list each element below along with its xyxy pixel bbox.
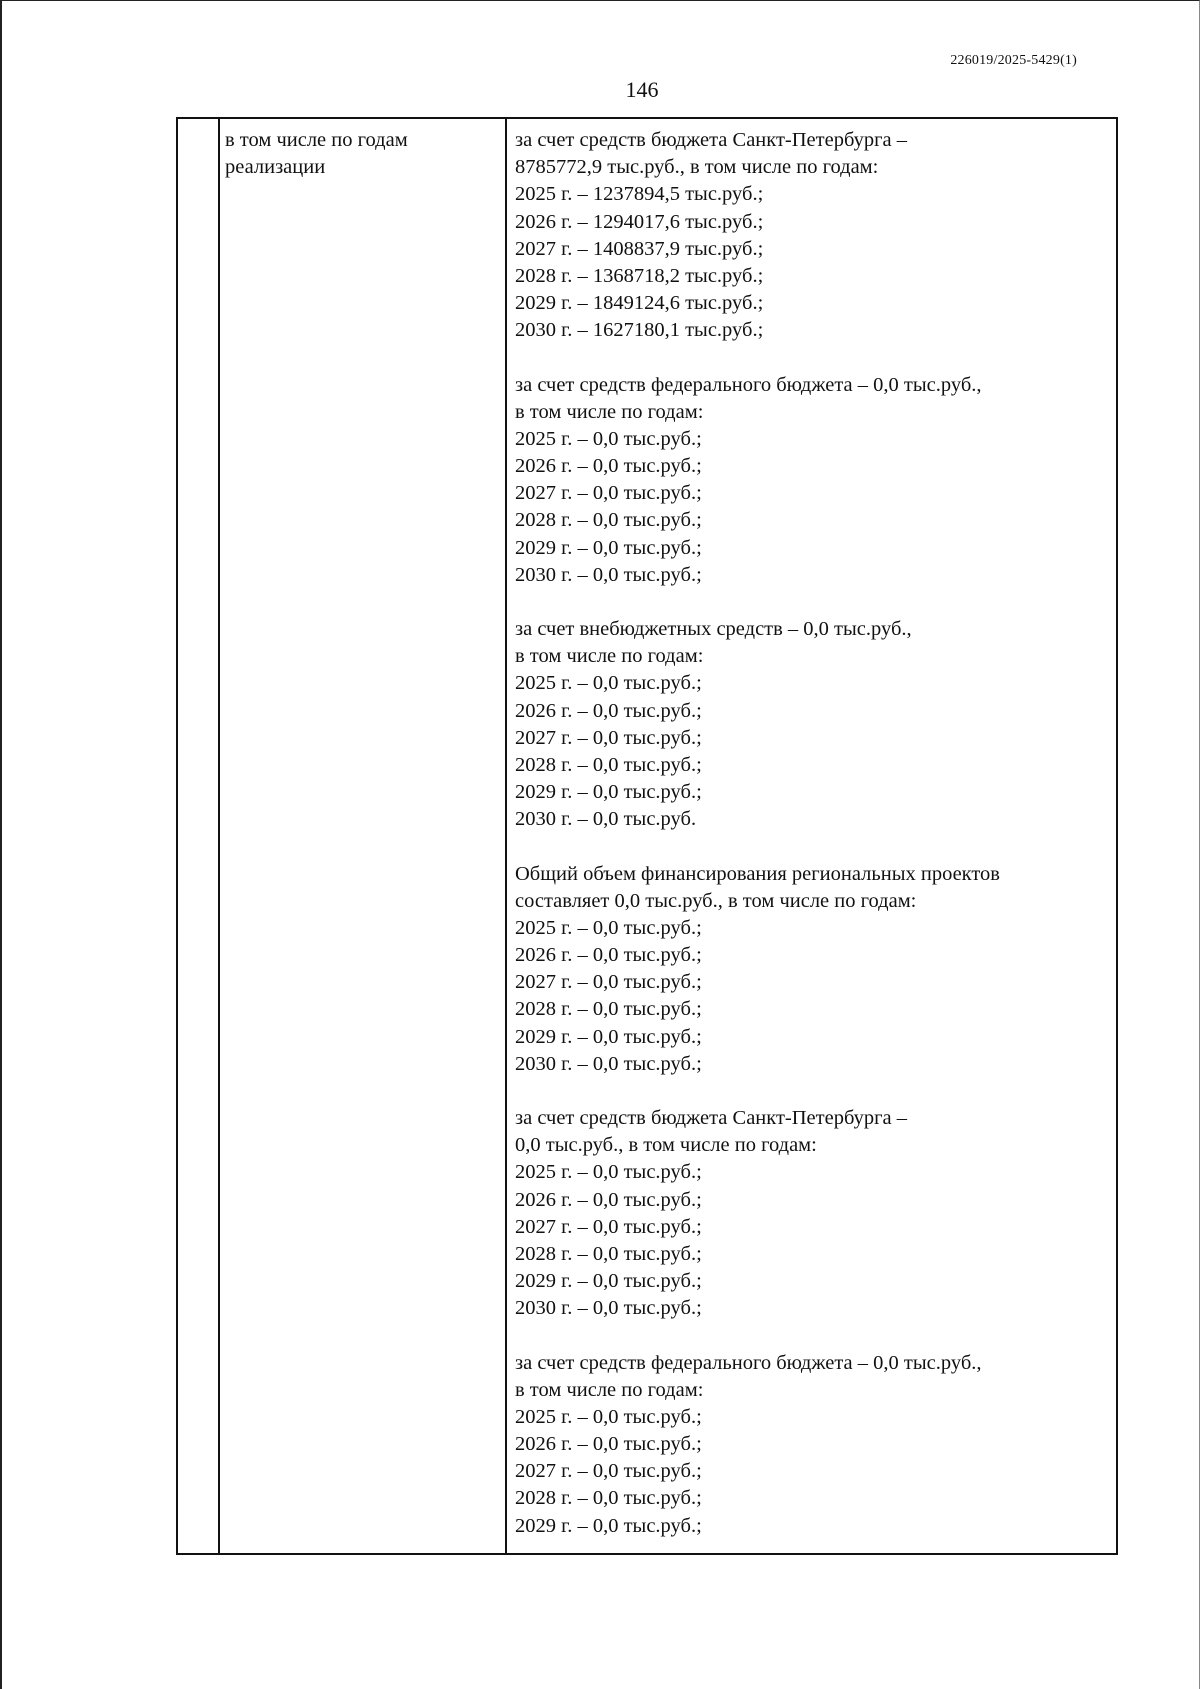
funding-block <box>515 616 1115 834</box>
funding-line: в том числе по годам: <box>515 400 704 423</box>
column-divider <box>218 119 220 1553</box>
funding-block <box>515 372 1115 590</box>
funding-line: 2025 г. – 0,0 тыс.руб.; <box>515 1161 702 1184</box>
funding-line: 2026 г. – 0,0 тыс.руб.; <box>515 699 702 722</box>
funding-line: 2030 г. – 0,0 тыс.руб.; <box>515 1297 702 1320</box>
funding-line: 2030 г. – 0,0 тыс.руб.; <box>515 563 702 586</box>
funding-line: 2028 г. – 1368718,2 тыс.руб.; <box>515 264 764 287</box>
row-label-line: реализации <box>225 156 326 178</box>
funding-line: за счет средств бюджета Санкт-Петербурга – <box>515 129 907 151</box>
funding-block <box>515 861 1115 1079</box>
funding-line: 2028 г. – 0,0 тыс.руб.; <box>515 509 702 532</box>
funding-line: 2028 г. – 0,0 тыс.руб.; <box>515 1487 702 1510</box>
column-divider <box>505 119 507 1553</box>
funding-line: 2028 г. – 0,0 тыс.руб.; <box>515 1242 702 1265</box>
funding-line: составляет 0,0 тыс.руб., в том числе по годам: <box>515 889 917 912</box>
funding-line: 2027 г. – 0,0 тыс.руб.; <box>515 482 702 505</box>
funding-line: 2026 г. – 0,0 тыс.руб.; <box>515 944 702 967</box>
funding-line: 2028 г. – 0,0 тыс.руб.; <box>515 753 702 776</box>
funding-line: 2029 г. – 0,0 тыс.руб.; <box>515 536 702 559</box>
funding-line: 2027 г. – 0,0 тыс.руб.; <box>515 1460 702 1483</box>
funding-line: 2029 г. – 1849124,6 тыс.руб.; <box>515 292 764 315</box>
funding-block <box>515 1105 1115 1323</box>
funding-line: 2029 г. – 0,0 тыс.руб.; <box>515 781 702 804</box>
funding-line: 2025 г. – 1237894,5 тыс.руб.; <box>515 183 764 206</box>
funding-block <box>515 127 1115 345</box>
funding-line: 2027 г. – 0,0 тыс.руб.; <box>515 726 702 749</box>
row-label-cell <box>225 127 495 181</box>
funding-line: за счет средств бюджета Санкт-Петербурга – <box>515 1107 907 1129</box>
row-label-line: в том числе по годам <box>225 129 408 151</box>
document-id: 226019/2025-5429(1) <box>950 53 1077 68</box>
funding-content-cell <box>515 127 1115 1540</box>
funding-line: 2027 г. – 0,0 тыс.руб.; <box>515 1215 702 1238</box>
funding-line: в том числе по годам: <box>515 645 704 668</box>
funding-line: 2028 г. – 0,0 тыс.руб.; <box>515 998 702 1021</box>
funding-line: Общий объем финансирования региональных проектов <box>515 862 1000 885</box>
funding-line: за счет средств федерального бюджета – 0,0 тыс.руб., <box>515 373 982 396</box>
funding-line: 2030 г. – 0,0 тыс.руб. <box>515 808 697 831</box>
funding-line: 8785772,9 тыс.руб., в том числе по годам: <box>515 156 879 179</box>
funding-line: 0,0 тыс.руб., в том числе по годам: <box>515 1134 817 1157</box>
funding-table <box>176 117 1118 1555</box>
funding-line: за счет средств федерального бюджета – 0,0 тыс.руб., <box>515 1351 982 1374</box>
funding-line: 2029 г. – 0,0 тыс.руб.; <box>515 1514 702 1537</box>
funding-line: 2030 г. – 1627180,1 тыс.руб.; <box>515 319 764 342</box>
funding-line: 2025 г. – 0,0 тыс.руб.; <box>515 672 702 695</box>
funding-line: 2025 г. – 0,0 тыс.руб.; <box>515 427 702 450</box>
funding-line: 2026 г. – 1294017,6 тыс.руб.; <box>515 210 764 233</box>
funding-block <box>515 1350 1115 1540</box>
funding-line: 2029 г. – 0,0 тыс.руб.; <box>515 1025 702 1048</box>
funding-line: в том числе по годам: <box>515 1378 704 1401</box>
funding-line: 2026 г. – 0,0 тыс.руб.; <box>515 1433 702 1456</box>
funding-line: за счет внебюджетных средств – 0,0 тыс.руб., <box>515 618 912 640</box>
funding-line: 2030 г. – 0,0 тыс.руб.; <box>515 1052 702 1075</box>
funding-line: 2027 г. – 1408837,9 тыс.руб.; <box>515 237 764 260</box>
funding-line: 2026 г. – 0,0 тыс.руб.; <box>515 1188 702 1211</box>
funding-line: 2027 г. – 0,0 тыс.руб.; <box>515 971 702 994</box>
page-number: 146 <box>625 77 659 102</box>
funding-line: 2025 г. – 0,0 тыс.руб.; <box>515 916 702 939</box>
funding-line: 2025 г. – 0,0 тыс.руб.; <box>515 1405 702 1428</box>
funding-line: 2029 г. – 0,0 тыс.руб.; <box>515 1270 702 1293</box>
funding-line: 2026 г. – 0,0 тыс.руб.; <box>515 455 702 478</box>
